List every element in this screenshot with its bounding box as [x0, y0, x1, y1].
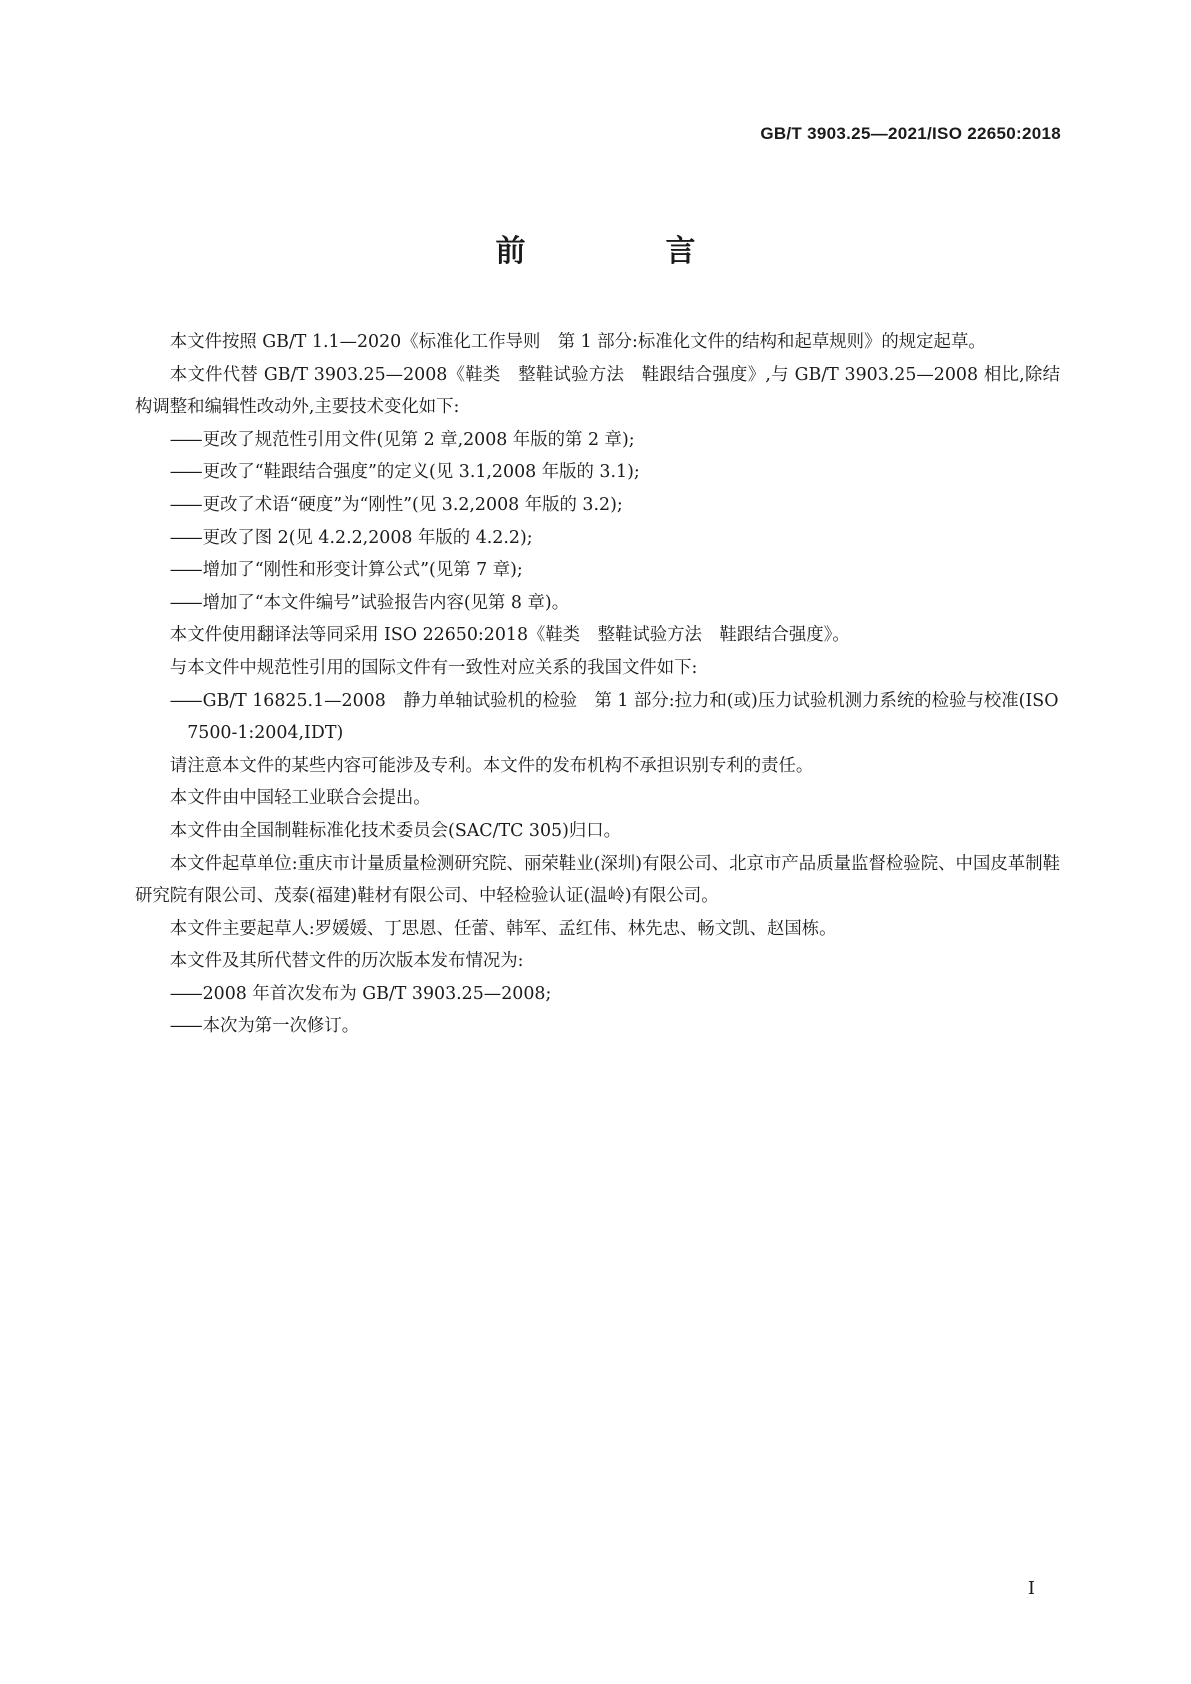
list-item-change	[135, 424, 1060, 457]
list-item-text: 更改了图 2(见 4.2.2,2008 年版的 4.2.2);	[202, 527, 533, 548]
paragraph-drafting-rules: 本文件按照 GB/T 1.1—2020《标准化工作导则 第 1 部分:标准化文件的结构和起草规则》的规定起草。	[169, 332, 986, 352]
list-item-history	[135, 1010, 1060, 1043]
page-title: 前 言	[495, 234, 751, 269]
paragraph-correspondence: 与本文件中规范性引用的国际文件有一致性对应关系的我国文件如下:	[169, 657, 698, 678]
list-item-change	[135, 489, 1060, 522]
document-body	[135, 326, 1064, 1043]
list-item-text: GB/T 16825.1—2008 静力单轴试验机的检验 第 1 部分:拉力和(或)压力试验机测力系统的检验与校准(ISO 7500-1:2004,IDT)	[187, 690, 1064, 744]
paragraph-proposer: 本文件由中国轻工业联合会提出。	[169, 788, 431, 809]
page-number: Ⅰ	[1027, 1578, 1035, 1599]
list-item-correspondence	[135, 685, 1064, 750]
list-item-text: 增加了“刚性和形变计算公式”(见第 7 章);	[202, 560, 523, 581]
list-dash: ——	[169, 592, 201, 613]
list-item-history	[135, 978, 1060, 1011]
list-dash: ——	[169, 983, 201, 1004]
list-dash: ——	[169, 690, 201, 711]
list-dash: ——	[169, 462, 201, 483]
list-item-text: 更改了“鞋跟结合强度”的定义(见 3.1,2008 年版的 3.1);	[202, 462, 640, 483]
list-item-text: 增加了“本文件编号”试验报告内容(见第 8 章)。	[202, 592, 570, 613]
list-item-change	[135, 587, 1060, 620]
list-item-text: 更改了规范性引用文件(见第 2 章,2008 年版的第 2 章);	[202, 429, 635, 450]
list-dash: ——	[169, 527, 201, 548]
list-item-text: 2008 年首次发布为 GB/T 3903.25—2008;	[202, 983, 552, 1004]
paragraph-committee: 本文件由全国制鞋标准化技术委员会(SAC/TC 305)归口。	[169, 820, 622, 841]
list-item-text: 本次为第一次修订。	[202, 1016, 360, 1037]
list-item-change	[135, 456, 1060, 489]
paragraph-replacement: 本文件代替 GB/T 3903.25—2008《鞋类 整鞋试验方法 鞋跟结合强度》,与 GB/T 3903.25—2008 相比,除结构调整和编辑性改动外,主要技术变化如下:	[135, 364, 1060, 418]
list-dash: ——	[169, 1016, 201, 1037]
list-item-change	[135, 522, 1060, 555]
paragraph-adoption: 本文件使用翻译法等同采用 ISO 22650:2018《鞋类 整鞋试验方法 鞋跟结合强度》。	[169, 625, 850, 646]
list-dash: ——	[169, 494, 201, 515]
list-item-change	[135, 554, 1060, 587]
standard-number-header: GB/T 3903.25—2021/ISO 22650:2018	[760, 124, 1061, 143]
list-dash: ——	[169, 429, 201, 450]
paragraph-history: 本文件及其所代替文件的历次版本发布情况为:	[169, 951, 524, 972]
paragraph-patent-notice: 请注意本文件的某些内容可能涉及专利。本文件的发布机构不承担识别专利的责任。	[169, 755, 814, 776]
list-dash: ——	[169, 560, 201, 581]
paragraph-drafting-units: 本文件起草单位:重庆市计量质量检测研究院、丽荣鞋业(深圳)有限公司、北京市产品质量监督检验院、中国皮革制鞋研究院有限公司、茂泰(福建)鞋材有限公司、中轻检验认证(温岭)有限公司。	[135, 853, 1060, 907]
list-item-text: 更改了术语“硬度”为“刚性”(见 3.2,2008 年版的 3.2);	[202, 494, 623, 515]
paragraph-drafters: 本文件主要起草人:罗媛媛、丁思恩、任蕾、韩军、孟红伟、林先忠、畅文凯、赵国栋。	[169, 918, 837, 939]
